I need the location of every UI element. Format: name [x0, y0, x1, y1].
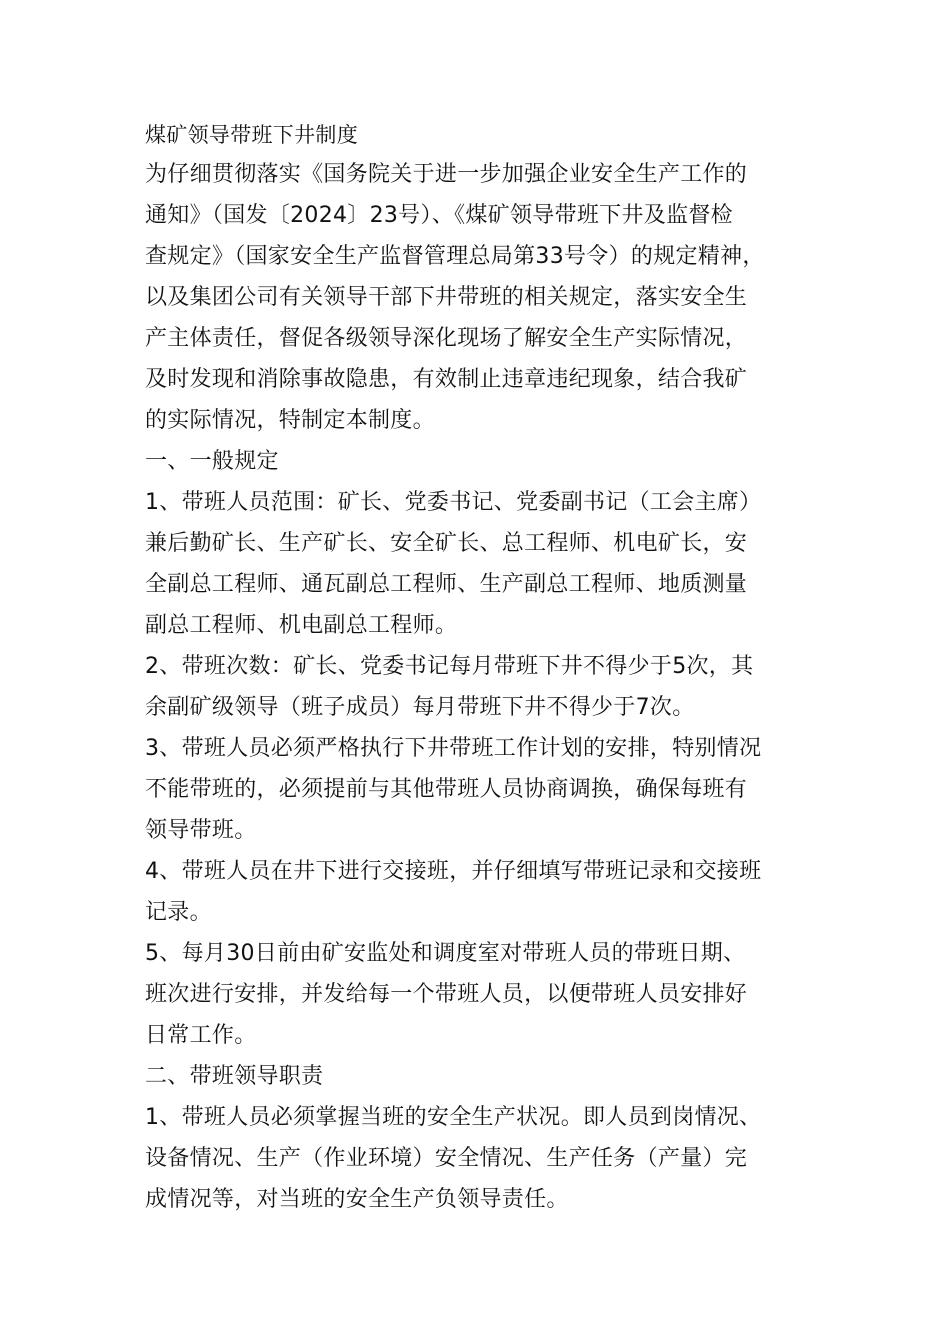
paragraph-line: 为仔细贯彻落实《国务院关于进一步加强企业安全生产工作的 [145, 162, 748, 187]
paragraph-line: 1、带班人员范围：矿长、党委书记、党委副书记（工会主席） [145, 490, 762, 515]
paragraph-line: 通知》（国发〔2024〕23号）、《煤矿领导带班下井及监督检 [145, 203, 733, 228]
paragraph-line: 不能带班的，必须提前与其他带班人员协商调换，确保每班有 [145, 777, 748, 802]
paragraph-line: 副总工程师、机电副总工程师。 [145, 613, 458, 638]
document-body [145, 116, 825, 1220]
paragraph-line: 及时发现和消除事故隐患，有效制止违章违纪现象，结合我矿 [145, 367, 748, 392]
paragraph-line: 全副总工程师、通瓦副总工程师、生产副总工程师、地质测量 [145, 572, 748, 597]
section-heading: 二、带班领导职责 [145, 1064, 324, 1089]
paragraph-line: 的实际情况，特制定本制度。 [145, 408, 435, 433]
paragraph-line: 2、带班次数：矿长、党委书记每月带班下井不得少于5次，其 [145, 654, 754, 679]
paragraph-line: 班次进行安排，并发给每一个带班人员，以便带班人员安排好 [145, 982, 748, 1007]
paragraph-line: 4、带班人员在井下进行交接班，并仔细填写带班记录和交接班 [145, 859, 762, 884]
paragraph-line: 以及集团公司有关领导干部下井带班的相关规定，落实安全生 [145, 285, 748, 310]
paragraph-line: 领导带班。 [145, 818, 257, 843]
paragraph-line: 产主体责任，督促各级领导深化现场了解安全生产实际情况， [145, 326, 748, 351]
paragraph-line: 成情况等，对当班的安全生产负领导责任。 [145, 1187, 569, 1212]
paragraph-line: 兼后勤矿长、生产矿长、安全矿长、总工程师、机电矿长，安 [145, 531, 748, 556]
paragraph-line: 记录。 [145, 900, 212, 925]
paragraph-line: 5、每月30日前由矿安监处和调度室对带班人员的带班日期、 [145, 941, 746, 966]
paragraph-line: 余副矿级领导（班子成员）每月带班下井不得少于7次。 [145, 695, 695, 720]
paragraph-line: 3、带班人员必须严格执行下井带班工作计划的安排，特别情况 [145, 736, 762, 761]
section-heading: 一、一般规定 [145, 449, 279, 474]
paragraph-line: 设备情况、生产（作业环境）安全情况、生产任务（产量）完 [145, 1146, 748, 1171]
paragraph-line: 1、带班人员必须掌握当班的安全生产状况。即人员到岗情况、 [145, 1105, 762, 1130]
paragraph-line: 查规定》（国家安全生产监督管理总局第33号令）的规定精神， [145, 244, 765, 269]
paragraph-line: 日常工作。 [145, 1023, 257, 1048]
document-title: 煤矿领导带班下井制度 [145, 123, 358, 147]
